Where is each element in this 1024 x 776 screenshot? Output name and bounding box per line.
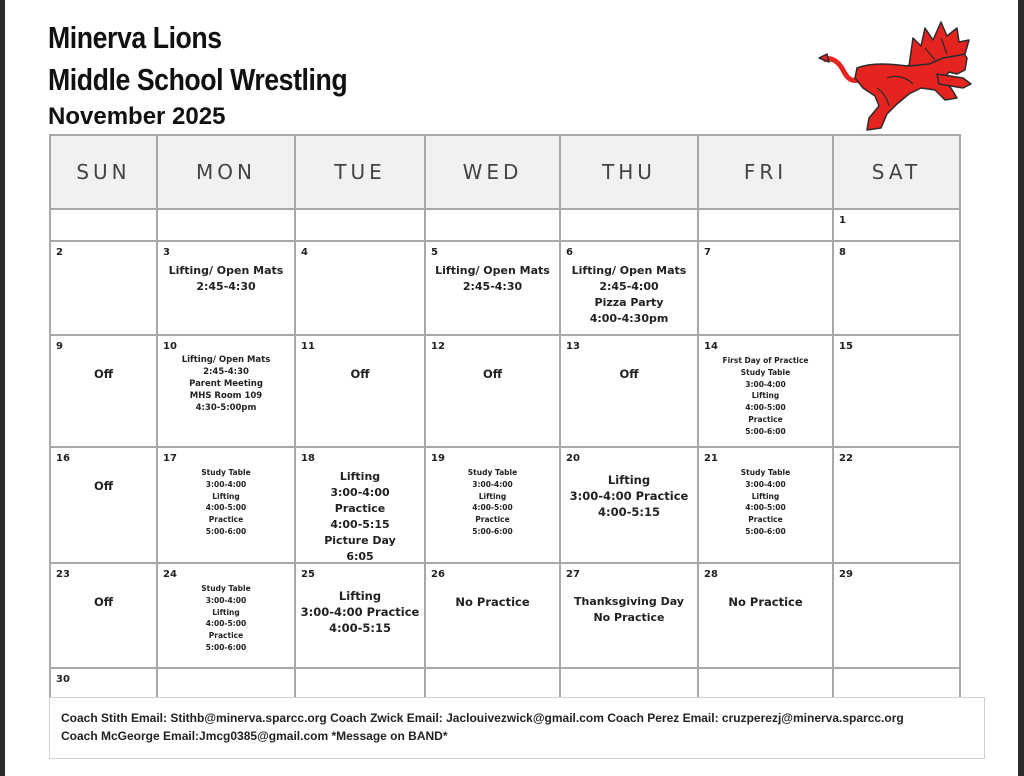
day-number: 14 <box>704 341 718 352</box>
day-cell <box>295 447 425 563</box>
day-cell <box>560 447 698 563</box>
day-number: 25 <box>301 569 315 580</box>
month-title: November 2025 <box>48 103 226 130</box>
day-cell <box>50 241 157 335</box>
team-title: Minerva Lions <box>48 20 222 55</box>
weekday-header: MON <box>157 135 295 209</box>
day-events: Lifting/ Open Mats 2:45-4:00 Pizza Party 4:00-4:30pm <box>571 264 687 325</box>
day-events: First Day of Practice Study Table 3:00-4:00 Lifting 4:00-5:00 Practice 5:00-6:00 <box>722 356 809 436</box>
day-number: 15 <box>839 341 853 352</box>
day-cell <box>295 209 425 241</box>
week-row <box>50 563 960 668</box>
day-events: Lifting 3:00-4:00 Practice 4:00-5:15 <box>569 473 689 519</box>
day-cell <box>833 209 960 241</box>
day-number: 11 <box>301 341 315 352</box>
contact-line-1: Coach Stith Email: Stithb@minerva.sparcc.org Coach Zwick Email: Jaclouivezwick@gmail.com Coach Perez Email: cruzperezj@minerva.sparcc.org <box>61 711 904 725</box>
day-cell <box>560 209 698 241</box>
day-cell <box>295 335 425 447</box>
day-events: Study Table 3:00-4:00 Lifting 4:00-5:00 Practice 5:00-6:00 <box>740 468 791 536</box>
day-events: Lifting/ Open Mats 2:45-4:30 <box>168 264 284 293</box>
day-events: Study Table 3:00-4:00 Lifting 4:00-5:00 Practice 5:00-6:00 <box>201 468 251 536</box>
day-cell <box>425 563 560 668</box>
flyer-page <box>5 0 1018 776</box>
day-cell <box>560 563 698 668</box>
day-number: 24 <box>163 569 177 580</box>
day-events: Lifting 3:00-4:00 Practice 4:00-5:15 Picture Day 6:05 <box>324 470 396 563</box>
day-number: 7 <box>704 247 711 258</box>
day-events: Off <box>350 367 370 381</box>
week-row <box>50 209 960 241</box>
day-events: Lifting/ Open Mats 2:45-4:30 <box>435 264 550 293</box>
day-number: 20 <box>566 453 580 464</box>
weekday-header: THU <box>560 135 698 209</box>
day-events: No Practice <box>455 595 530 609</box>
day-number: 22 <box>839 453 853 464</box>
day-cell <box>50 209 157 241</box>
day-cell <box>425 447 560 563</box>
weekday-header: FRI <box>698 135 833 209</box>
day-number: 3 <box>163 247 170 258</box>
weekday-header: TUE <box>295 135 425 209</box>
day-number: 6 <box>566 247 573 258</box>
day-number: 8 <box>839 247 846 258</box>
day-number: 21 <box>704 453 718 464</box>
day-number: 2 <box>56 247 63 258</box>
weekday-header: SAT <box>833 135 960 209</box>
day-cell <box>157 241 295 335</box>
day-cell <box>833 447 960 563</box>
day-number: 4 <box>301 247 308 258</box>
day-events: Off <box>93 367 114 381</box>
day-cell <box>833 241 960 335</box>
day-number: 16 <box>56 453 70 464</box>
day-cell <box>157 447 295 563</box>
day-events: Off <box>482 367 503 381</box>
day-cell <box>295 563 425 668</box>
weekday-header-row <box>50 135 960 209</box>
day-number: 13 <box>566 341 580 352</box>
day-events: Lifting/ Open Mats 2:45-4:30 Parent Meeting MHS Room 109 4:30-5:00pm <box>181 355 271 413</box>
day-events: Study Table 3:00-4:00 Lifting 4:00-5:00 Practice 5:00-6:00 <box>467 468 518 536</box>
day-cell <box>425 209 560 241</box>
day-events: Off <box>619 367 639 381</box>
day-cell <box>698 241 833 335</box>
day-events: Lifting 3:00-4:00 Practice 4:00-5:15 <box>300 589 420 635</box>
day-number: 19 <box>431 453 445 464</box>
day-events: Off <box>93 479 114 493</box>
day-number: 17 <box>163 453 177 464</box>
day-cell <box>698 209 833 241</box>
day-cell <box>833 335 960 447</box>
day-number: 29 <box>839 569 853 580</box>
day-cell <box>698 335 833 447</box>
day-cell <box>157 563 295 668</box>
lion-icon <box>817 18 973 136</box>
day-events: Thanksgiving Day No Practice <box>574 595 684 624</box>
day-events: Off <box>93 595 114 609</box>
day-events: Study Table 3:00-4:00 Lifting 4:00-5:00 Practice 5:00-6:00 <box>201 584 251 652</box>
day-cell <box>50 447 157 563</box>
day-events: No Practice <box>728 595 803 609</box>
calendar-grid <box>49 134 961 712</box>
day-number: 28 <box>704 569 718 580</box>
day-number: 26 <box>431 569 445 580</box>
weekday-header: SUN <box>50 135 157 209</box>
day-cell <box>295 241 425 335</box>
day-number: 5 <box>431 247 438 258</box>
day-cell <box>425 335 560 447</box>
day-number: 9 <box>56 341 63 352</box>
day-cell <box>425 241 560 335</box>
day-cell <box>833 563 960 668</box>
day-cell <box>50 335 157 447</box>
weekday-header: WED <box>425 135 560 209</box>
day-number: 18 <box>301 453 315 464</box>
day-cell <box>560 241 698 335</box>
day-cell <box>157 335 295 447</box>
contact-line-2: Coach McGeorge Email:Jmcg0385@gmail.com *Message on BAND* <box>61 729 448 743</box>
week-row <box>50 335 960 447</box>
day-number: 12 <box>431 341 445 352</box>
day-cell <box>157 209 295 241</box>
day-number: 10 <box>163 341 177 352</box>
week-row <box>50 447 960 563</box>
day-cell <box>560 335 698 447</box>
day-number: 23 <box>56 569 70 580</box>
day-number: 30 <box>56 674 70 685</box>
day-cell <box>698 447 833 563</box>
day-cell <box>50 563 157 668</box>
coach-contacts <box>49 697 985 759</box>
day-number: 27 <box>566 569 580 580</box>
day-cell <box>698 563 833 668</box>
team-subtitle: Middle School Wrestling <box>48 62 348 97</box>
day-number: 1 <box>839 215 846 226</box>
week-row <box>50 241 960 335</box>
